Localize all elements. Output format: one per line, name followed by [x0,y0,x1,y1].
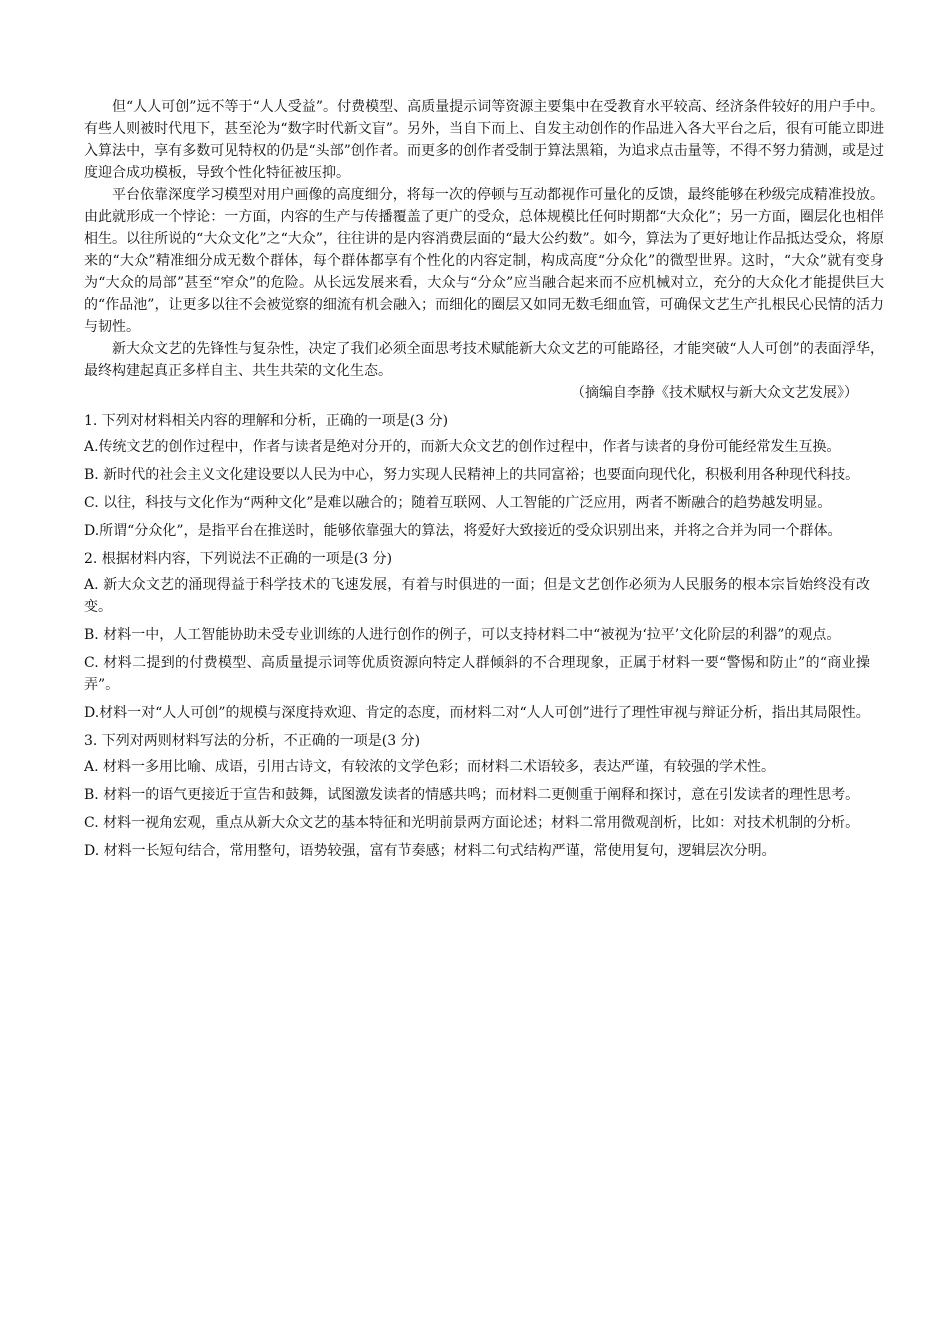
question-3-option-d: D. 材料一长短句结合，常用整句，语势较强，富有节奏感；材料二句式结构严谨，常使用复句，逻辑层次分明。 [84,843,776,859]
question-2-option-b: B. 材料一中，人工智能协助未受专业训练的人进行创作的例子，可以支持材料二中“被视为‘拉平’文化阶层的利器”的观点。 [84,627,841,643]
question-1-stem: 1. 下列对材料相关内容的理解和分析，正确的一项是(3 分) [84,413,449,429]
question-2-option-d: D.材料一对“人人可创”的规模与深度持欢迎、肯定的态度，而材料二对“人人可创”进行了理性审视与辩证分析，指出其局限性。 [84,705,870,721]
passage-source: （摘编自李静《技术赋权与新大众文艺发展》） [571,385,858,401]
passage-paragraph: 平台依靠深度学习模型对用户画像的高度细分，将每一次的停顿与互动都视作可量化的反馈，最终能够在秒级完成精准投放。由此就形成一个悖论：一方面，内容的生产与传播覆盖了更广的受众，总体规模比任何时期都“大众化”；另一方面，圈层化也相伴相生。以往所说的“大众文化”之“大众”，往往讲的是内容消费层面的“最大公约数”。如今，算法为了更好地让作品抵达受众，将原来的“大众”精准细分成无数个群体，每个群体都享有个性化的内容定制，构成高度“分众化”的微型世界。这时，“大众”就有变身为“大众的局部”甚至“窄众”的危险。从长远发展来看，大众与“分众”应当融合起来而不应机械对立，充分的大众化才能提供巨大的“作品池”，让更多以往不会被觉察的细流有机会融入；而细化的圈层又如同无数毛细血管，可确保文艺生产扎根民心民情的活力与韧性。 [84,187,884,335]
question-1-option-b: B. 新时代的社会主义文化建设要以人民为中心，努力实现人民精神上的共同富裕；也要面向现代化，积极利用各种现代科技。 [84,467,860,483]
question-3-stem: 3. 下列对两则材料写法的分析，不正确的一项是(3 分) [84,733,421,749]
question-3-option-a: A. 材料一多用比喻、成语，引用古诗文，有较浓的文学色彩；而材料二术语较多，表达严谨，有较强的学术性。 [84,759,776,775]
question-3-option-b: B. 材料一的语气更接近于宣告和鼓舞，试图激发读者的情感共鸣；而材料二更侧重于阐释和探讨，意在引发读者的理性思考。 [84,787,860,803]
question-2-option-c: C. 材料二提到的付费模型、高质量提示词等优质资源向特定人群倾斜的不合理现象，正属于材料一要“警惕和防止”的“商业操弄”。 [84,655,870,693]
question-1-option-d: D.所谓“分众化”，是指平台在推送时，能够依靠强大的算法，将爱好大致接近的受众识别出来，并将之合并为同一个群体。 [84,523,842,539]
question-1-option-c: C. 以往，科技与文化作为“两种文化”是难以融合的；随着互联网、人工智能的广泛应用，两者不断融合的趋势越发明显。 [84,495,832,511]
document-page [84,96,884,868]
question-3-option-c: C. 材料一视角宏观，重点从新大众文艺的基本特征和光明前景两方面论述；材料二常用微观剖析，比如：对技术机制的分析。 [84,815,860,831]
passage-paragraph: 但“人人可创”远不等于“人人受益”。付费模型、高质量提示词等资源主要集中在受教育水平较高、经济条件较好的用户手中。有些人则被时代甩下，甚至沦为“数字时代新文盲”。另外，当自下而上、自发主动创作的作品进入各大平台之后，很有可能立即进入算法中，享有多数可见特权的仍是“头部”创作者。而更多的创作者受制于算法黑箱，为追求点击量等，不得不努力猜测，或是过度迎合成功模板，导致个性化特征被压抑。 [84,99,884,181]
question-1-option-a: A.传统文艺的创作过程中，作者与读者是绝对分开的，而新大众文艺的创作过程中，作者与读者的身份可能经常发生互换。 [84,439,841,455]
passage-paragraph: 新大众文艺的先锋性与复杂性，决定了我们必须全面思考技术赋能新大众文艺的可能路径，才能突破“人人可创”的表面浮华，最终构建起真正多样自主、共生共荣的文化生态。 [84,341,884,379]
question-2-option-a: A. 新大众文艺的涌现得益于科学技术的飞速发展，有着与时俱进的一面；但是文艺创作必须为人民服务的根本宗旨始终没有改变。 [84,577,870,615]
question-2-stem: 2. 根据材料内容，下列说法不正确的一项是(3 分) [84,551,393,567]
